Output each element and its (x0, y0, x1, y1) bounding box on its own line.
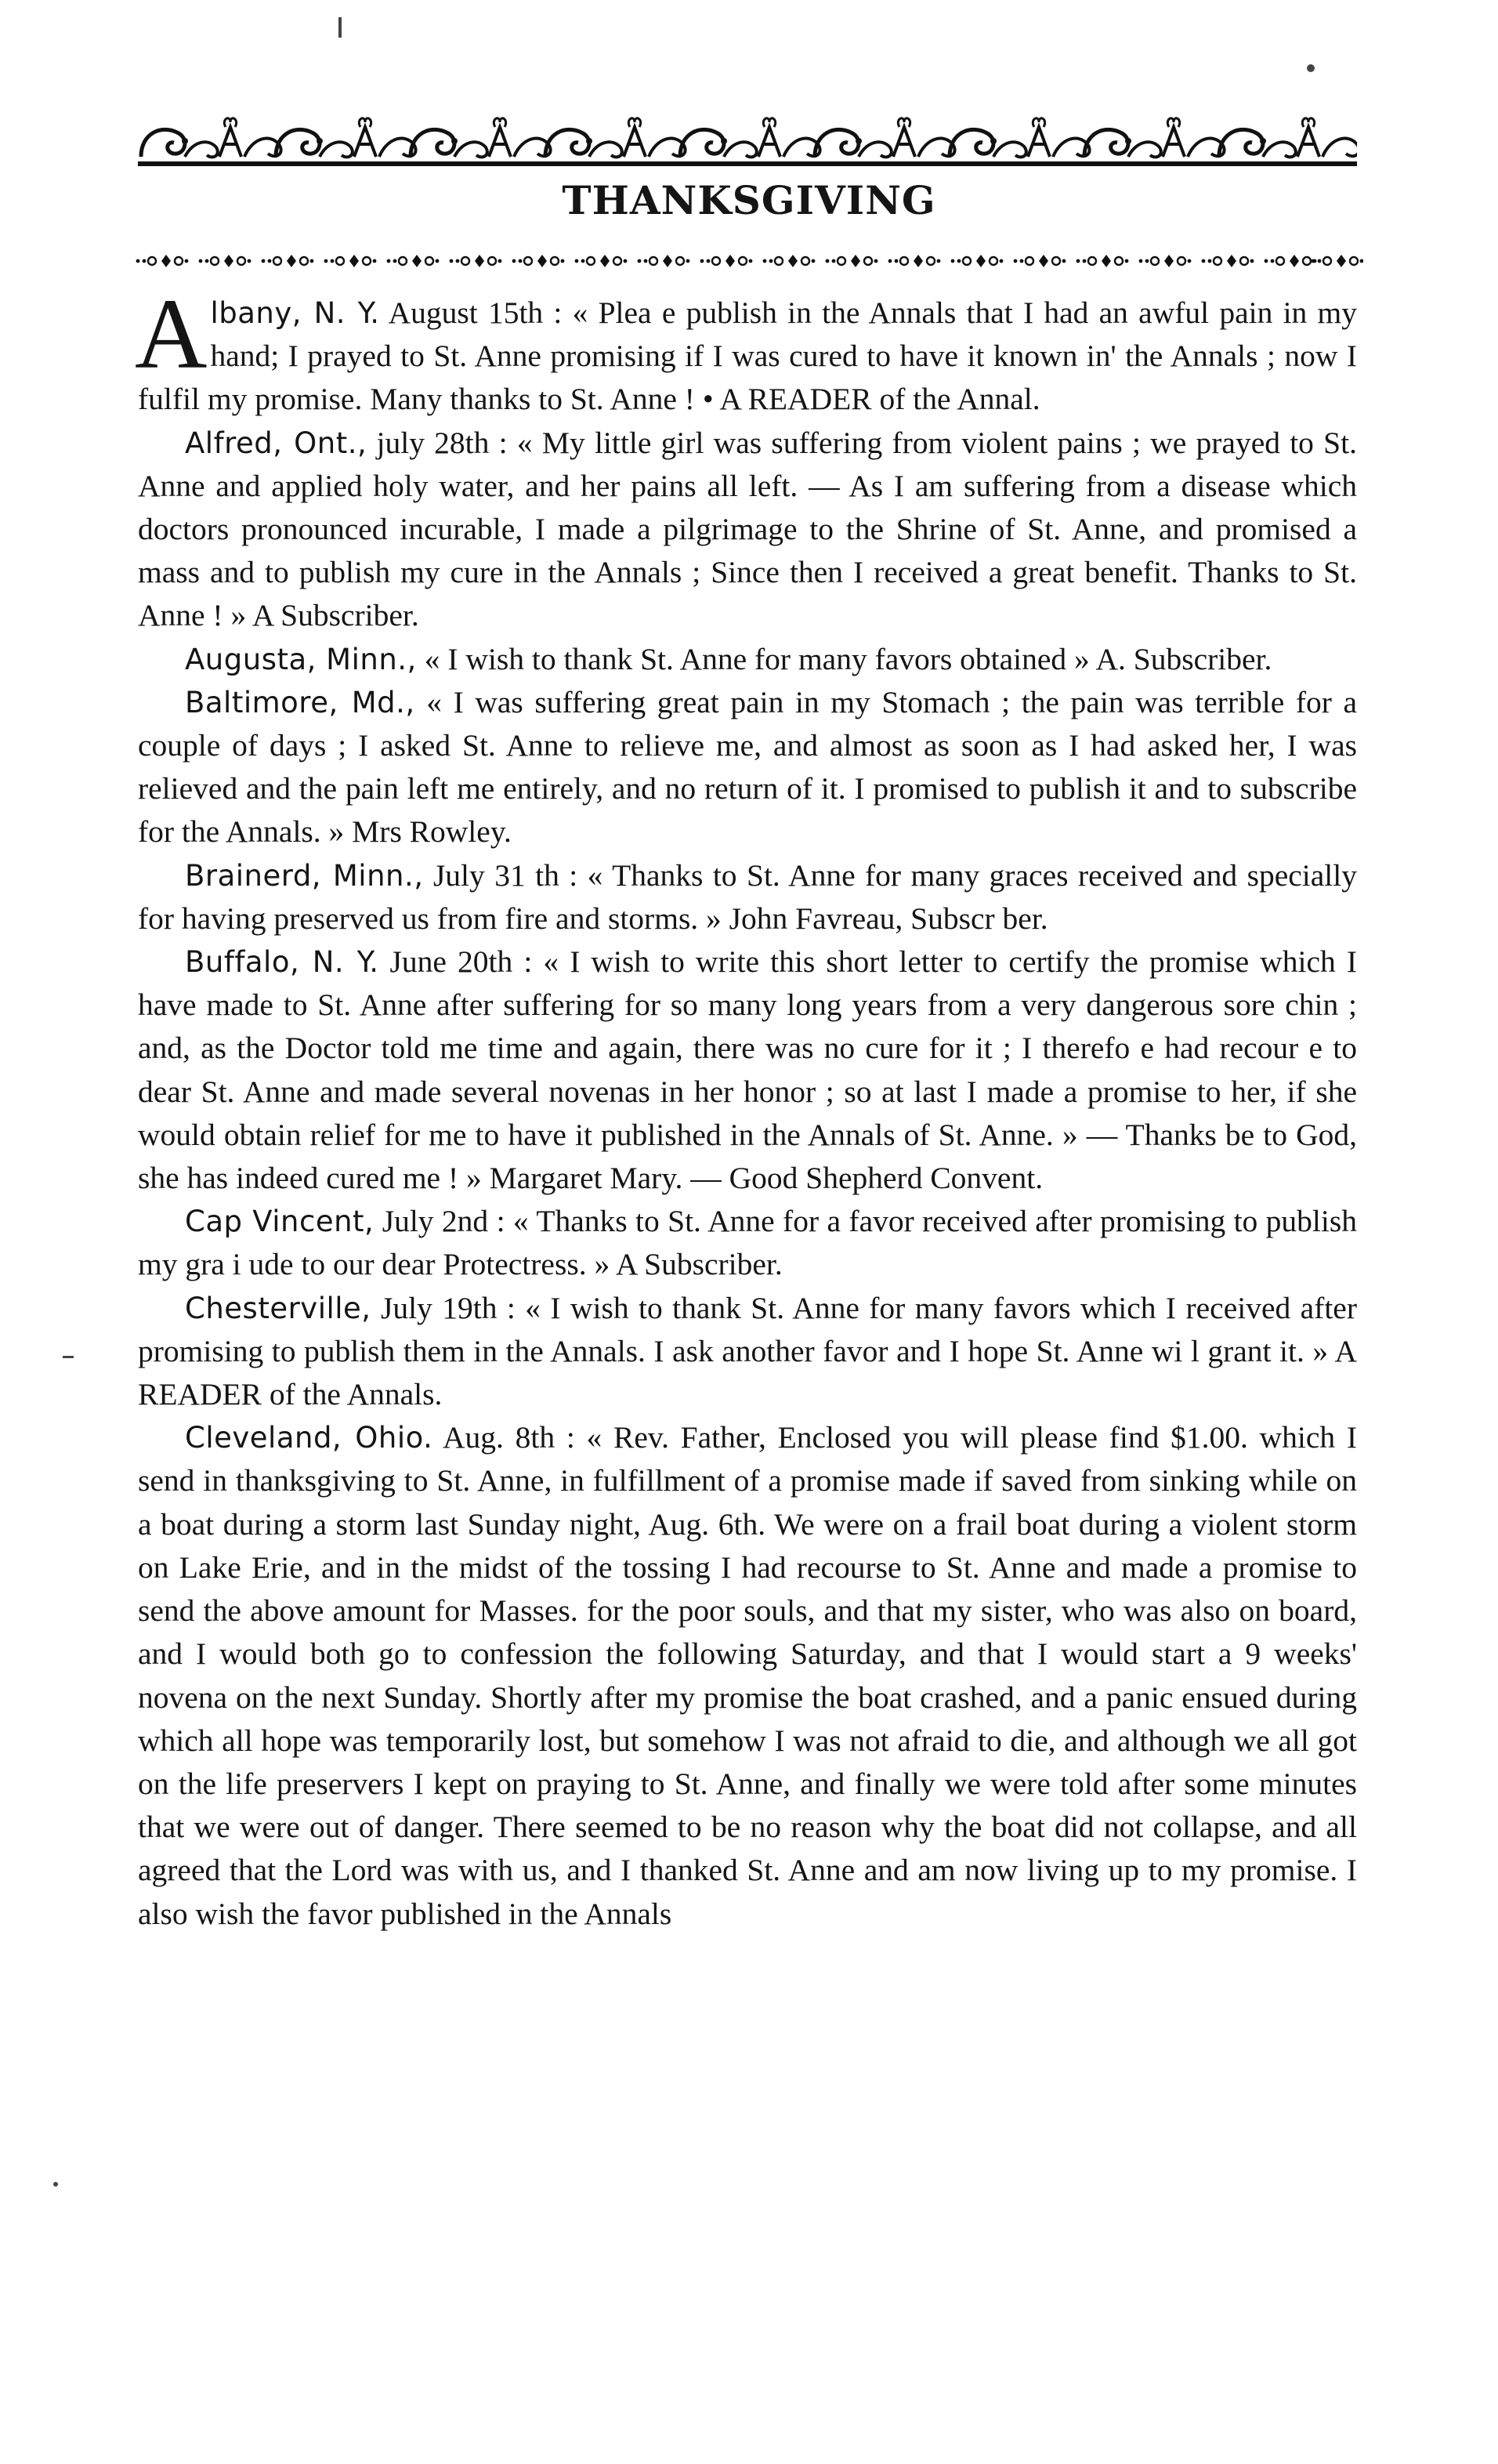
entry-text: August 15th : « Plea e publish in the Annals that I had an awful pain in my hand; I prayed to St. Anne promising if I was cured to have it known in' the Annals ; now I fulfil my promise. Many thanks to St. Anne ! • A READER of the Annal. (138, 295, 1358, 417)
entry-place: Augusta, Minn., (185, 642, 417, 676)
entry-buffalo (138, 940, 1357, 1200)
entry-text: July 2nd : « Thanks to St. Anne for a favor received after promising to publish my gra i ude to our dear Protectress. » A Subscriber. (138, 1204, 1358, 1282)
scan-speck (63, 1356, 74, 1358)
entry-text: June 20th : « I wish to write this short letter to certify the promise which I have made to St. Anne after suffering for so many long years from a very dangerous sore chin ; and, as the Doctor told me time and again, there was no cure for it ; I therefo e had recour e to dear St. Anne and made several novenas in her honor ; so at last I made a promise to her, if she would obtain relief for me to have it published in the Annals of St. Anne. » — Thanks be to God, she has indeed cured me ! » Margaret Mary. — Good Shepherd Convent. (138, 944, 1357, 1196)
entry-cap-vincent (138, 1200, 1357, 1286)
entry-augusta (138, 638, 1357, 681)
entry-place: Buffalo, N. Y. (185, 945, 379, 980)
entry-place: Cleveland, Ohio. (185, 1421, 433, 1455)
entry-place: Cap Vincent, (185, 1205, 374, 1239)
entry-chesterville (138, 1287, 1357, 1417)
scan-speck (338, 17, 342, 38)
scan-speck (1307, 64, 1315, 72)
entry-text: « I was suffering great pain in my Stomach ; the pain was terrible for a couple of days ; I asked St. Anne to relieve me, and almost as soon as I had asked her, I was relieved and the pain left me entirely, and no return of it. I promised to publish it and to subscribe for the Annals. » Mrs Rowley. (138, 684, 1357, 850)
entry-place: lbany, N. Y. (210, 296, 380, 330)
entry-brainerd (138, 854, 1357, 940)
entry-place: Alfred, Ont., (185, 426, 367, 460)
entry-text: july 28th : « My little girl was suffering from violent pains ; we prayed to St. Anne and applied holy water, and her pains all left. — As I am suffering from a disease which doctors pronounced incurable, I made a pilgrimage to the Shrine of St. Anne, and promised a mass and to publish my cure in the Annals ; Since then I received a great benefit. Thanks to St. Anne ! » A Subscriber. (138, 425, 1357, 633)
entry-baltimore (138, 681, 1357, 854)
dotted-divider (133, 252, 1363, 270)
entry-cleveland (138, 1416, 1357, 1935)
entry-place: Brainerd, Minn., (185, 858, 424, 893)
entry-albany (135, 278, 1358, 422)
entry-alfred (138, 422, 1357, 638)
entry-place: Chesterville, (185, 1291, 371, 1325)
page-title: THANKSGIVING (562, 177, 936, 223)
thanksgiving-entries (135, 278, 1358, 1936)
entry-place: Baltimore, Md., (185, 685, 415, 719)
entry-text: July 19th : « I wish to thank St. Anne for many favors which I received after promising to publish them in the Annals. I ask another favor and I hope St. Anne wi l grant it. » A READER of the Annals. (138, 1290, 1357, 1412)
scan-speck (53, 2182, 58, 2187)
entry-text: « I wish to thank St. Anne for many favors obtained » A. Subscriber. (416, 641, 1272, 676)
entry-text: Aug. 8th : « Rev. Father, Enclosed you will please find $1.00. which I send in thanksgiving to St. Anne, in fulfillment of a promise made if saved from sinking while on a boat during a storm last Sunday night, Aug. 6th. We were on a frail boat during a violent storm on Lake Erie, and in the midst of the tossing I had recourse to St. Anne and made a promise to send the above amount for Masses. for the poor souls, and that my sister, who was also on board, and I would both go to confession the following Saturday, and that I would start a 9 weeks' novena on the next Sunday. Shortly after my promise the boat crashed, and a panic ensued during which all hope was temporarily lost, but somehow I was not afraid to die, and although we all got on the life preservers I kept on praying to St. Anne, and finally we were told after some minutes that we were out of danger. There seemed to be no reason why the boat did not collapse, and all agreed that the Lord was with us, and I thanked St. Anne and am now living up to my promise. I also wish the favor published in the Annals (138, 1420, 1357, 1931)
drop-cap: A (135, 278, 208, 390)
ornamental-header-border (138, 110, 1357, 168)
entry-text: July 31 th : « Thanks to St. Anne for many graces received and specially for having preserved us from fire and storms. » John Favreau, Subscr ber. (138, 857, 1357, 936)
